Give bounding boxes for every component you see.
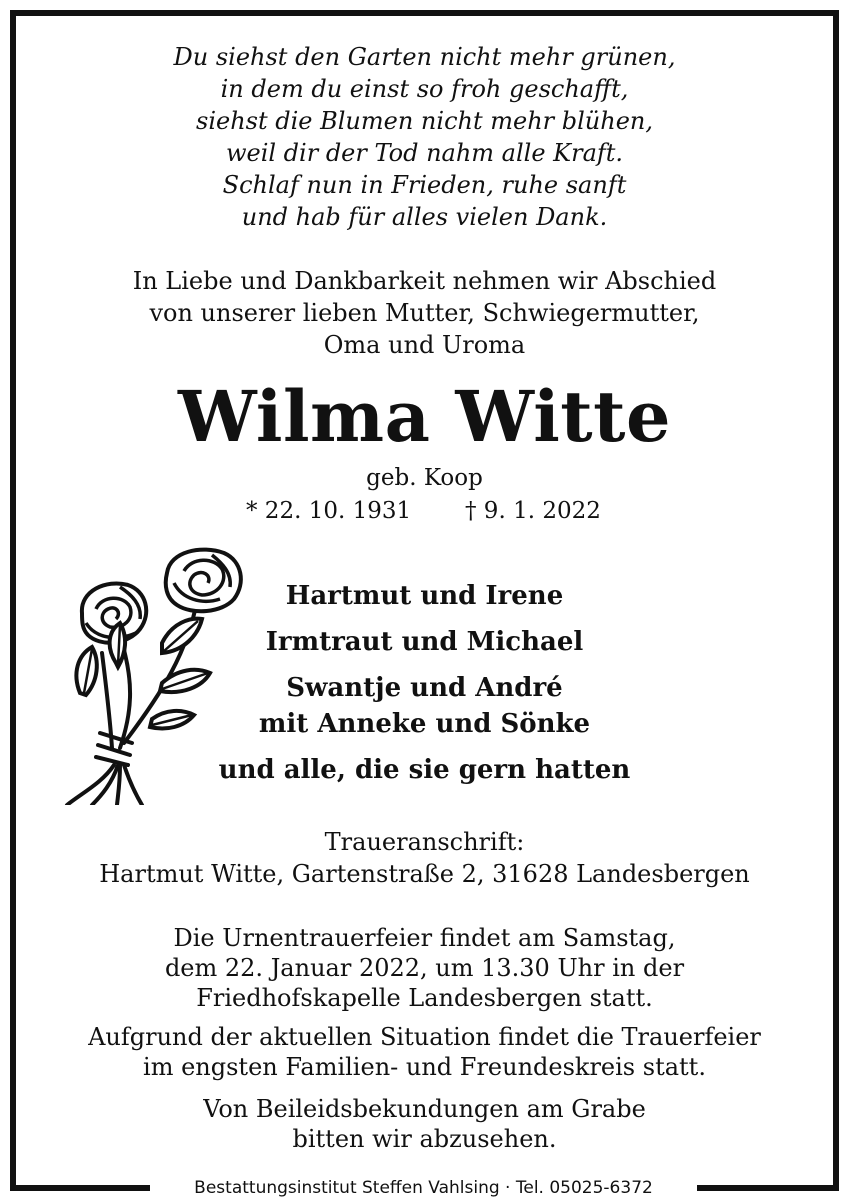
condolence-line: bitten wir abzusehen. <box>292 1125 557 1153</box>
situation-line: Aufgrund der aktuellen Situation findet die Trauerfeier <box>88 1023 761 1051</box>
mourner-line: Swantje und André <box>286 673 563 703</box>
intro-line: In Liebe und Dankbarkeit nehmen wir Abschied <box>132 267 717 295</box>
address-line: Hartmut Witte, Gartenstraße 2, 31628 Landesbergen <box>99 860 750 888</box>
ceremony-line: Die Urnentrauerfeier findet am Samstag, <box>173 924 676 952</box>
deceased-name: Wilma Witte <box>177 375 672 458</box>
address-label: Traueranschrift: <box>324 828 525 856</box>
poem-line: und hab für alles vielen Dank. <box>241 203 608 231</box>
condolence-line: Von Beileidsbekundungen am Grabe <box>203 1095 646 1123</box>
mourner-line: und alle, die sie gern hatten <box>218 755 631 785</box>
mourner-line: Hartmut und Irene <box>285 581 564 611</box>
poem-line: siehst die Blumen nicht mehr blühen, <box>196 107 653 135</box>
birth-date: * 22. 10. 1931 <box>246 498 412 524</box>
poem-line: Du siehst den Garten nicht mehr grünen, <box>173 43 676 71</box>
intro-line: von unserer lieben Mutter, Schwiegermutter, <box>149 299 700 327</box>
life-dates <box>0 496 849 526</box>
situation-line: im engsten Familien- und Freundeskreis statt. <box>143 1053 706 1081</box>
intro-line: Oma und Uroma <box>323 331 526 359</box>
poem-line: Schlaf nun in Frieden, ruhe sanft <box>222 171 627 199</box>
mourner-line: Irmtraut und Michael <box>265 627 584 657</box>
maiden-name: geb. Koop <box>366 465 483 491</box>
poem-line: weil dir der Tod nahm alle Kraft. <box>225 139 624 167</box>
poem-line: in dem du einst so froh geschafft, <box>220 75 629 103</box>
mourner-line: mit Anneke und Sönke <box>258 709 591 739</box>
ceremony-line: dem 22. Januar 2022, um 13.30 Uhr in der <box>164 954 685 982</box>
ceremony-line: Friedhofskapelle Landesbergen statt. <box>196 984 653 1012</box>
death-date: † 9. 1. 2022 <box>465 498 601 524</box>
funeral-home-footer: Bestattungsinstitut Steffen Vahlsing · Tel. 05025-6372 <box>150 1176 697 1200</box>
